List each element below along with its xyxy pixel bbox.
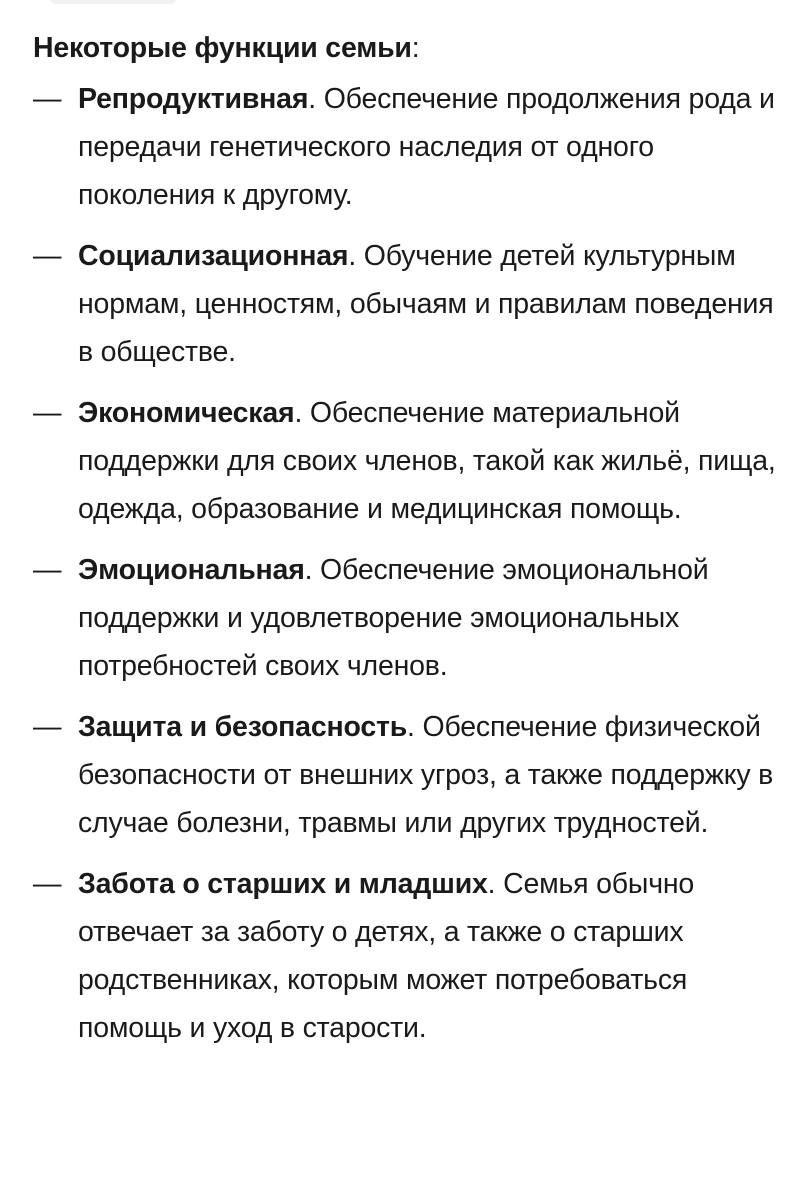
item-separator: . — [294, 397, 303, 429]
list-dash: — — [33, 868, 62, 900]
item-text: Обеспечение материальной поддержки для своих членов, такой как жильё, пища, одежда, образование и медицинская помощь. — [78, 397, 776, 525]
item-text: Обеспечение физической безопасности от внешних угроз, а также поддержку в случае болезни, травмы или других трудностей. — [78, 711, 774, 839]
item-term: Эмоциональная — [78, 554, 305, 586]
top-bar-fragment — [48, 0, 178, 4]
item-separator: . — [407, 711, 415, 743]
item-term: Забота о старших и младших — [78, 868, 488, 900]
list-item — [33, 546, 793, 690]
section-heading — [33, 28, 793, 68]
item-text: Обеспечение продолжения рода и передачи генетического наследия от одного поколения к другому. — [78, 83, 775, 211]
item-text: Обучение детей культурным нормам, ценностям, обычаям и правилам поведения в обществе. — [78, 240, 774, 368]
list-dash: — — [33, 240, 62, 272]
answer-content — [33, 28, 793, 1052]
list-dash: — — [33, 397, 62, 429]
item-term: Социализационная — [78, 240, 349, 272]
heading-title: Некоторые функции семьи — [33, 32, 412, 64]
item-text: Семья обычно отвечает за заботу о детях, а также о старших родственниках, которым может потребоваться помощь и уход в старости. — [78, 868, 695, 1044]
list-dash: — — [33, 711, 62, 743]
item-term: Защита и безопасность — [78, 711, 408, 743]
list-item — [33, 703, 793, 847]
list-item — [33, 75, 793, 219]
list-item — [33, 232, 793, 376]
item-term: Экономическая — [78, 397, 295, 429]
item-separator: . — [487, 868, 496, 900]
list-dash: — — [33, 83, 62, 115]
heading-colon: : — [411, 32, 420, 64]
item-separator: . — [304, 554, 313, 586]
list-dash: — — [33, 554, 62, 586]
item-separator: . — [348, 240, 357, 272]
item-term: Репродуктивная — [78, 83, 309, 115]
list-item — [33, 860, 793, 1052]
list-item — [33, 389, 793, 533]
item-text: Обеспечение эмоциональной поддержки и удовлетворение эмоциональных потребностей своих членов. — [78, 554, 709, 682]
item-separator: . — [308, 83, 316, 115]
